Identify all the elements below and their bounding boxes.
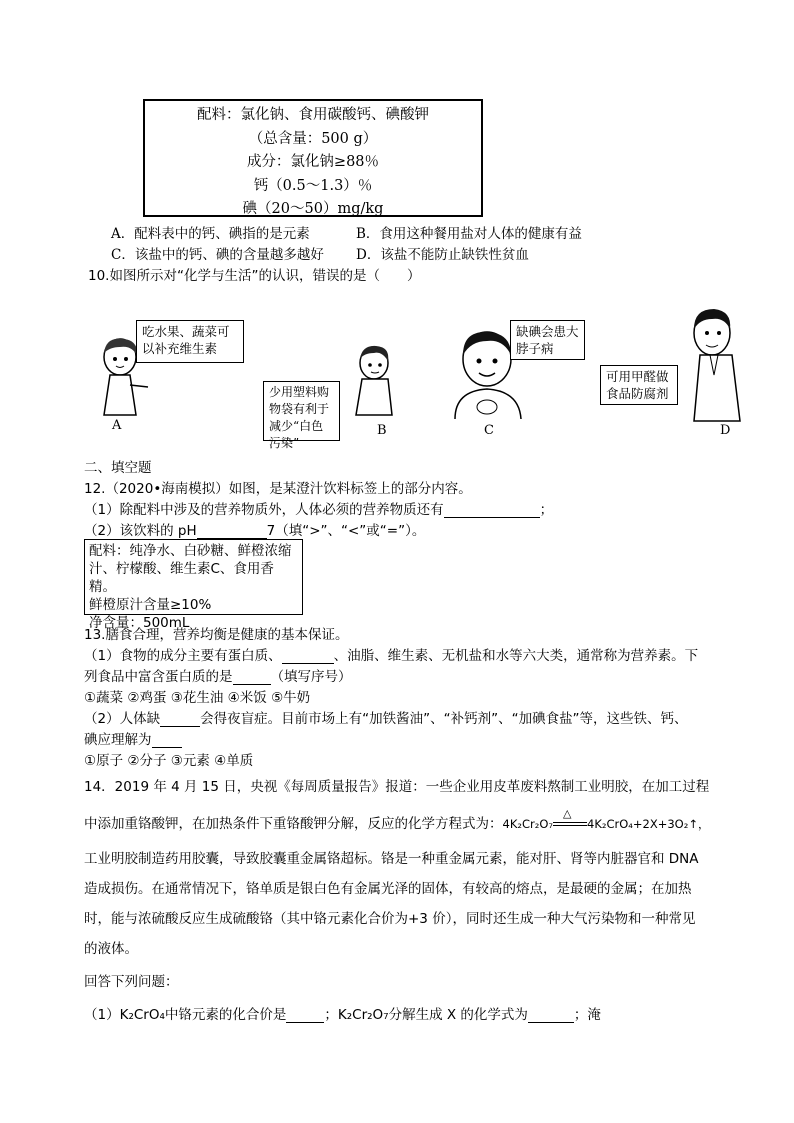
- label-line-3: 成分：氯化钠≥88％: [246, 154, 380, 170]
- bubble-d: 可用甲醛做食品防腐剂: [600, 365, 678, 405]
- q14-line-4: 造成损伤。在通常情况下，铬单质是银白色有金属光泽的固体，有较高的熔点，是最硬的金属；在加热: [84, 881, 692, 897]
- q12-stem: 12.（2020•海南模拟）如图，是某澄汁饮料标签上的部分内容。: [84, 481, 472, 497]
- drink-line-3: 鲜橙原汁含量≥10%: [89, 597, 212, 613]
- q14-line-2-text: 中添加重铬酸钾，在加热条件下重铬酸钾分解，反应的化学方程式为：: [84, 816, 503, 832]
- q13-part-2-text-c: 碘应理解为: [84, 732, 152, 748]
- q14-line-5: 时，能与浓硫酸反应生成硫酸铬（其中铬元素化合价为+3 价），同时还生成一种大气污染物和一种常见: [84, 911, 696, 927]
- q12-part-1-text: （1）除配料中涉及的营养物质外，人体必须的营养物质还有: [84, 502, 444, 518]
- label-line-4: 钙（0.5～1.3）％: [253, 177, 373, 194]
- label-line-5: 碘（20～50）mg/kg: [242, 201, 384, 217]
- q13-part-2-options: ①原子 ②分子 ③元素 ④单质: [84, 753, 254, 769]
- salt-label-box: [143, 99, 483, 217]
- drink-label-box: [84, 539, 303, 631]
- boy-figure-b: [350, 343, 400, 418]
- q13-part-1-text-b: 、油脂、维生素、无机盐和水等六大类，通常称为营养素。下: [333, 648, 699, 664]
- q12-part-2-text-b: 7（填“>”、“<”或“=”）。: [266, 523, 426, 539]
- drink-line-4: 净含量：500mL: [89, 615, 190, 631]
- q14-line-7: 回答下列问题：: [84, 974, 179, 990]
- q13-part-2-line-2: [84, 728, 182, 748]
- q12-part-1: [84, 498, 553, 518]
- equation-left: 4K₂Cr₂O₇: [502, 817, 553, 831]
- letter-c: C: [484, 423, 494, 438]
- q14-line-8-text-b: ；K₂Cr₂O₇分解生成 X 的化学式为: [324, 1007, 528, 1023]
- q13-part-2-text-b: 会得夜盲症。目前市场上有“加铁酱油”、“补钙剂”、“加碘食盐”等，这些铁、钙、: [200, 711, 688, 727]
- equation-right: 4K₂CrO₄+2X+3O₂↑，: [587, 817, 710, 831]
- letter-b: B: [377, 423, 387, 438]
- q13-part-1-options: ①蔬菜 ②鸡蛋 ③花生油 ④米饭 ⑤牛奶: [84, 690, 311, 706]
- q12-part-1-end: ；: [539, 502, 554, 518]
- q14-line-8-text-c: ；淹: [573, 1007, 601, 1023]
- bubble-a: 吃水果、蔬菜可以补充维生素: [136, 320, 244, 363]
- drink-line-1: 配料：纯净水、白砂糖、鲜橙浓缩: [89, 543, 292, 559]
- q14-line-2: [84, 807, 710, 832]
- letter-d: D: [720, 423, 731, 438]
- q12-blank-1[interactable]: [444, 503, 540, 518]
- q12-part-2-text-a: （2）该饮料的 pH: [84, 523, 197, 539]
- q13-blank-3[interactable]: [160, 712, 200, 727]
- drink-line-2: 汁、柠檬酸、维生素C、食用香精。: [89, 561, 274, 595]
- man-figure-d: [680, 305, 750, 423]
- q13-part-1-text-d: （填写序号）: [270, 669, 352, 685]
- q13-blank-2[interactable]: [233, 670, 271, 685]
- section-heading: 二、填空题: [84, 460, 152, 476]
- q13-part-2-line-1: [84, 707, 688, 727]
- q13-part-1-line-2: [84, 665, 352, 685]
- q9-option-b: B．食用这种餐用盐对人体的健康有益: [356, 226, 582, 242]
- q13-part-1-line-1: [84, 644, 698, 664]
- q9-option-d: D．该盐不能防止缺铁性贫血: [356, 247, 529, 263]
- q10-stem: 10.如图所示对“化学与生活”的认识，错误的是（ ）: [88, 268, 421, 284]
- label-line-2: （总含量：500 g）: [248, 130, 378, 147]
- q12-blank-2[interactable]: [197, 524, 267, 539]
- q10-figure: [80, 305, 760, 450]
- q13-blank-4[interactable]: [152, 733, 182, 748]
- q13-part-1-text-c: 列食品中富含蛋白质的是: [84, 669, 233, 685]
- bubble-b: 少用塑料购物袋有利于减少“白色污染”: [263, 381, 340, 441]
- q13-part-1-text-a: （1）食物的成分主要有蛋白质、: [84, 648, 282, 664]
- label-line-1: 配料：氯化钠、食用碳酸钙、碘酸钾: [197, 107, 429, 123]
- q14-line-8-text-a: （1）K₂CrO₄中铬元素的化合价是: [84, 1007, 287, 1023]
- q14-blank-2[interactable]: [528, 1008, 574, 1023]
- equation-condition: △: [563, 807, 572, 820]
- q14-blank-1[interactable]: [286, 1008, 324, 1023]
- q14-line-3: 工业明胶制造药用胶囊，导致胶囊重金属铬超标。铬是一种重金属元素，能对肝、肾等内脏器官和 DNA: [84, 851, 699, 867]
- q13-stem: 13.膳食合理，营养均衡是健康的基本保证。: [84, 627, 349, 643]
- equation-arrow: [553, 807, 587, 830]
- letter-a: A: [112, 418, 122, 433]
- q13-part-2-text-a: （2）人体缺: [84, 711, 161, 727]
- q9-option-c: C．该盐中的钙、碘的含量越多越好: [111, 247, 324, 263]
- q9-option-a: A．配料表中的钙、碘指的是元素: [111, 226, 310, 242]
- q12-part-2: [84, 519, 425, 539]
- q13-blank-1[interactable]: [282, 649, 334, 664]
- q14-line-1: 14．2019 年 4 月 15 日，央视《每周质量报告》报道：一些企业用皮革废料熬制工业明胶，在加工过程: [84, 779, 710, 795]
- q14-line-6: 的液体。: [84, 941, 138, 957]
- bubble-c: 缺碘会患大脖子病: [510, 320, 585, 360]
- q14-line-8: [84, 1003, 601, 1023]
